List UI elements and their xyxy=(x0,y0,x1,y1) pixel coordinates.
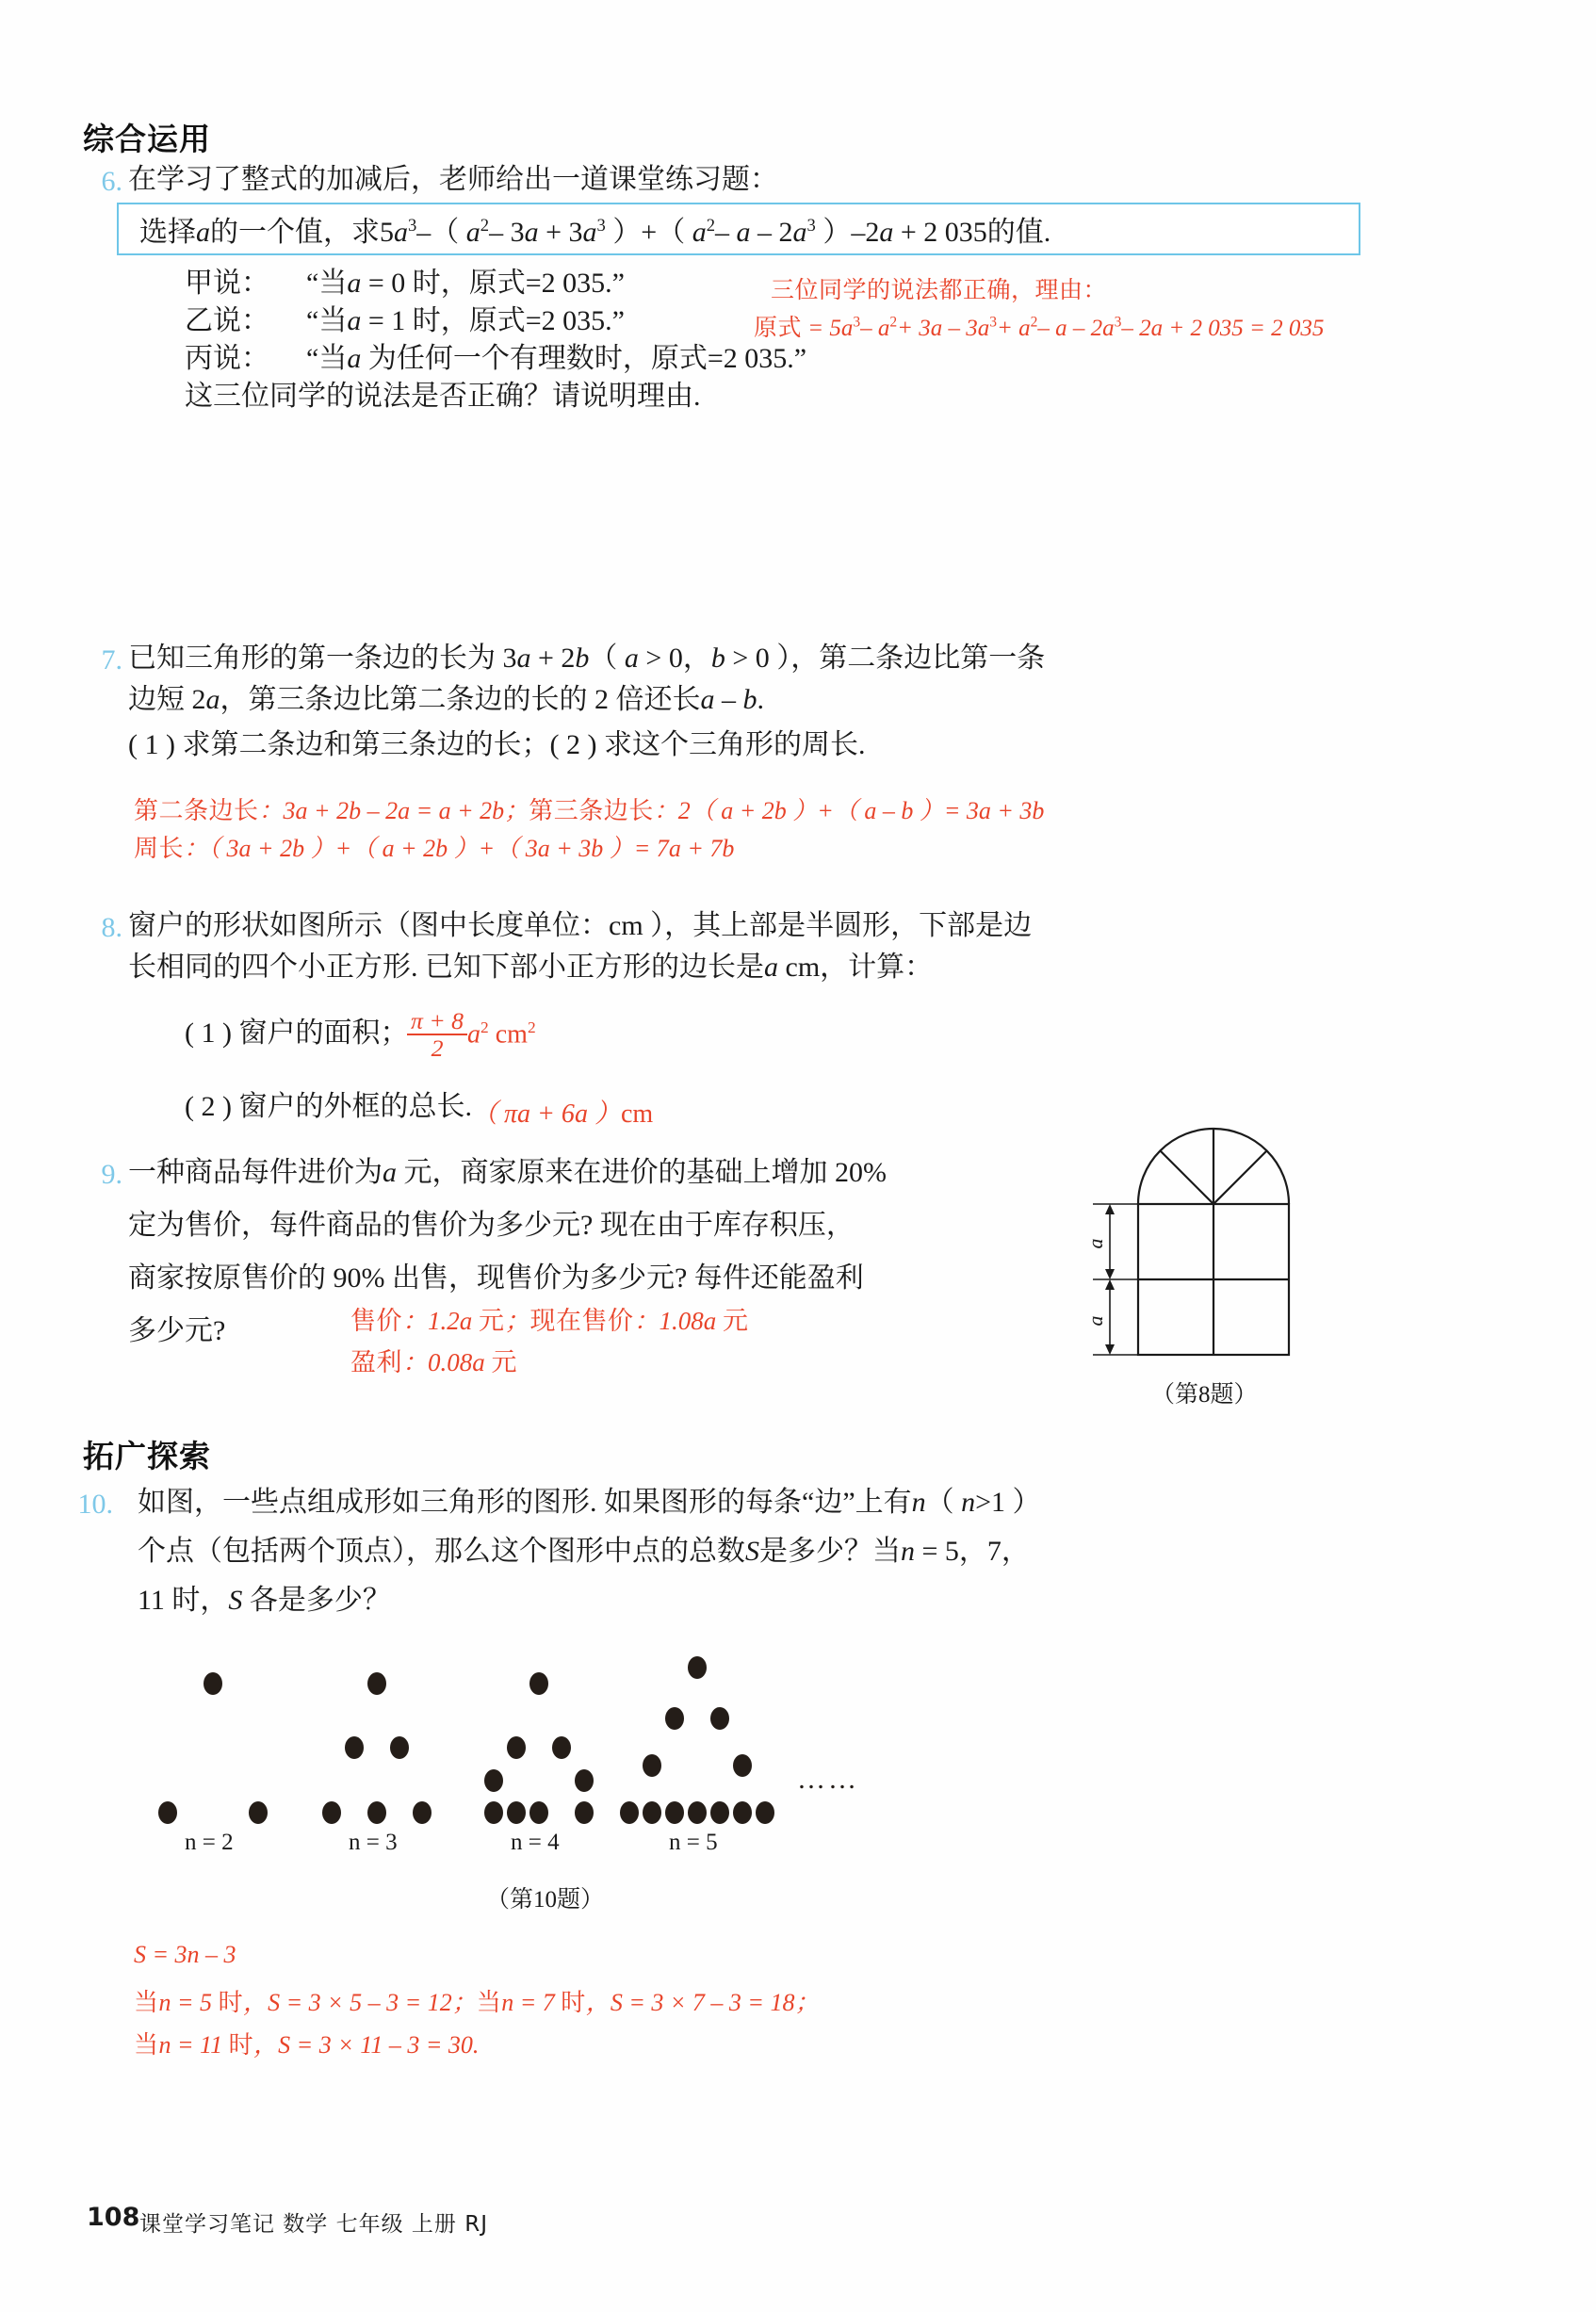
dot xyxy=(390,1736,409,1759)
dot xyxy=(507,1801,526,1824)
page-number: 108 xyxy=(87,2203,140,2232)
problem-10-line-3: 11 时，S 各是多少？ xyxy=(138,1585,391,1616)
problem-6-answer-2: 原式 = $5a^3-$ $a^2+ 3a - 3a^3+ a^2-$ a – $2a^3-$ 2a + 2 035 = 2 035 xyxy=(754,314,1325,341)
arch-spoke-right xyxy=(1213,1150,1267,1204)
problem-8-figure-caption: （第8题） xyxy=(1151,1382,1258,1408)
dot-label-n4: n = 4 xyxy=(511,1830,560,1855)
problem-7-line-1: 已知三角形的第一条边的长为 3a + 2b（ a > 0，b > 0 ），第二条边比第一条 xyxy=(128,643,1046,674)
dot xyxy=(204,1672,222,1695)
dot xyxy=(575,1769,594,1792)
dot xyxy=(620,1801,639,1824)
dot xyxy=(756,1801,774,1824)
dot-label-n5: n = 5 xyxy=(669,1830,718,1855)
speaker-label-jia: 甲说： xyxy=(185,268,269,299)
problem-7-line-3: ( 1 ) 求第二条边和第三条边的长；( 2 ) 求这个三角形的周长. xyxy=(128,729,866,760)
dot xyxy=(710,1801,729,1824)
problem-8-number: 8. xyxy=(101,912,122,943)
dim-label-lower: a xyxy=(1083,1315,1107,1327)
problem-9-number: 9. xyxy=(101,1159,122,1190)
problem-6-speaker-1 xyxy=(185,269,625,298)
speaker-quote-jia: “当a = 0 时，原式=2 035.” xyxy=(306,268,625,299)
fraction xyxy=(407,1008,467,1061)
dot xyxy=(158,1801,177,1824)
problem-10-answer-1: S = 3n – 3 xyxy=(134,1941,236,1968)
dot xyxy=(575,1801,594,1824)
problem-9-line-2: 定为售价，每件商品的售价为多少元? 现在由于库存积压， xyxy=(128,1210,855,1241)
dot xyxy=(688,1801,707,1824)
dot xyxy=(665,1801,684,1824)
section-heading-comprehensive: 综合运用 xyxy=(83,121,211,157)
fraction-numerator: π + 8 xyxy=(411,1007,464,1034)
problem-7-number: 7. xyxy=(101,644,122,676)
problem-9-line-3: 商家按原售价的 90% 出售，现售价为多少元? 每件还能盈利 xyxy=(128,1262,864,1294)
dot xyxy=(733,1754,752,1777)
dot-label-n3: n = 3 xyxy=(349,1830,398,1855)
dot xyxy=(733,1801,752,1824)
dot xyxy=(367,1672,386,1695)
problem-10-line-2: 个点（包括两个顶点），那么这个图形中点的总数S是多少？当n = 5，7， xyxy=(138,1536,1030,1567)
dot xyxy=(249,1801,268,1824)
problem-10-number: 10. xyxy=(77,1489,113,1520)
problem-9-answer-1: 售价：1.2a 元；现在售价：1.08a 元 xyxy=(350,1307,749,1336)
problem-6-speaker-3 xyxy=(185,345,806,373)
boxed-formula-text: 选择a的一个值，求$5a^3-$（ $a^2-$ $3a + 3a^3$ ）+（ $a^2-$ a – $2a^3$ ）–2a + 2 035的值. xyxy=(139,216,1051,248)
section-heading-expansion: 拓广探索 xyxy=(83,1438,211,1474)
problem-6-boxed-formula xyxy=(117,203,1360,255)
dot xyxy=(688,1656,707,1679)
dot xyxy=(552,1736,571,1759)
speaker-quote-yi: “当a = 1 时，原式=2 035.” xyxy=(306,305,625,336)
speaker-label-bing: 丙说： xyxy=(185,343,269,374)
problem-9-line-1: 一种商品每件进价为a 元，商家原来在进价的基础上增加 20% xyxy=(128,1157,887,1188)
problem-9-line-4: 多少元? xyxy=(128,1315,226,1346)
dot xyxy=(484,1769,503,1792)
window-diagram-svg xyxy=(1083,1121,1364,1372)
dot xyxy=(367,1801,386,1824)
problem-10-answer-2: 当n = 5 时，S = 3 × 5 – 3 = 12；当n = 7 时，S = 3 × 7 – 3 = 18； xyxy=(134,1989,820,2017)
problem-10-line-1: 如图，一些点组成形如三角形的图形. 如果图形的每条“边”上有n（ n>1 ） xyxy=(138,1487,1041,1518)
dim-label-upper: a xyxy=(1083,1238,1107,1249)
dot xyxy=(484,1801,503,1824)
dot xyxy=(345,1736,364,1759)
problem-7-answer-1: 第二条边长：3a + 2b – 2a = a + 2b；第三条边长：2（ a + 2b ）+（ a – b ）= 3a + 3b xyxy=(134,797,1045,825)
problem-9-answer-2: 盈利：0.08a 元 xyxy=(350,1348,517,1377)
dot xyxy=(507,1736,526,1759)
problem-8-window-figure xyxy=(1083,1121,1364,1372)
speaker-label-yi: 乙说： xyxy=(185,305,269,336)
footer-text: 课堂学习笔记 数学 七年级 上册 RJ xyxy=(139,2212,489,2237)
problem-8-line-2: 长相同的四个小正方形. 已知下部小正方形的边长是a cm，计算： xyxy=(128,952,934,983)
problem-8-sub-2-answer: （ πa + 6a ）cm xyxy=(471,1099,654,1129)
arch-spoke-left xyxy=(1160,1150,1213,1204)
speaker-quote-bing: “当a 为任何一个有理数时，原式=2 035.” xyxy=(306,343,807,374)
problem-10-figure-caption: （第10题） xyxy=(486,1887,605,1913)
dot xyxy=(413,1801,432,1824)
problem-8-sub-1-label: ( 1 ) 窗户的面积； xyxy=(185,1018,409,1049)
fraction-denominator: 2 xyxy=(407,1034,467,1061)
dot xyxy=(529,1801,548,1824)
problem-6-speaker-2 xyxy=(185,307,625,335)
dot xyxy=(529,1672,548,1695)
dot-figure-ellipsis: …… xyxy=(797,1764,859,1795)
problem-8-line-1: 窗户的形状如图所示（图中长度单位：cm ），其上部是半圆形，下部是边 xyxy=(128,910,1033,941)
dot xyxy=(643,1754,661,1777)
dot xyxy=(322,1801,341,1824)
problem-10-answer-3: 当n = 11 时，S = 3 × 11 – 3 = 30. xyxy=(134,2031,480,2060)
dot xyxy=(710,1707,729,1730)
dot-label-n2: n = 2 xyxy=(185,1830,234,1855)
problem-6-question: 这三位同学的说法是否正确？请说明理由. xyxy=(185,381,701,412)
problem-8-sub-2-label: ( 2 ) 窗户的外框的总长. xyxy=(185,1091,472,1122)
problem-7-line-2: 边短 2a，第三条边比第二条边的长的 2 倍还长a – b. xyxy=(128,684,764,715)
dot xyxy=(643,1801,661,1824)
problem-6-line-1: 在学习了整式的加减后，老师给出一道课堂练习题： xyxy=(128,164,778,195)
problem-6-answer-1: 三位同学的说法都正确，理由： xyxy=(771,276,1108,303)
dot xyxy=(665,1707,684,1730)
problem-7-answer-2: 周长：（ 3a + 2b ）+（ a + 2b ）+（ 3a + 3b ）= 7a + 7b xyxy=(134,835,735,863)
problem-6-number: 6. xyxy=(101,166,122,197)
problem-8-sub-1-answer: $\frac{\pi + 8}{2}$ $a^2$ $cm^2$ xyxy=(407,1010,536,1063)
